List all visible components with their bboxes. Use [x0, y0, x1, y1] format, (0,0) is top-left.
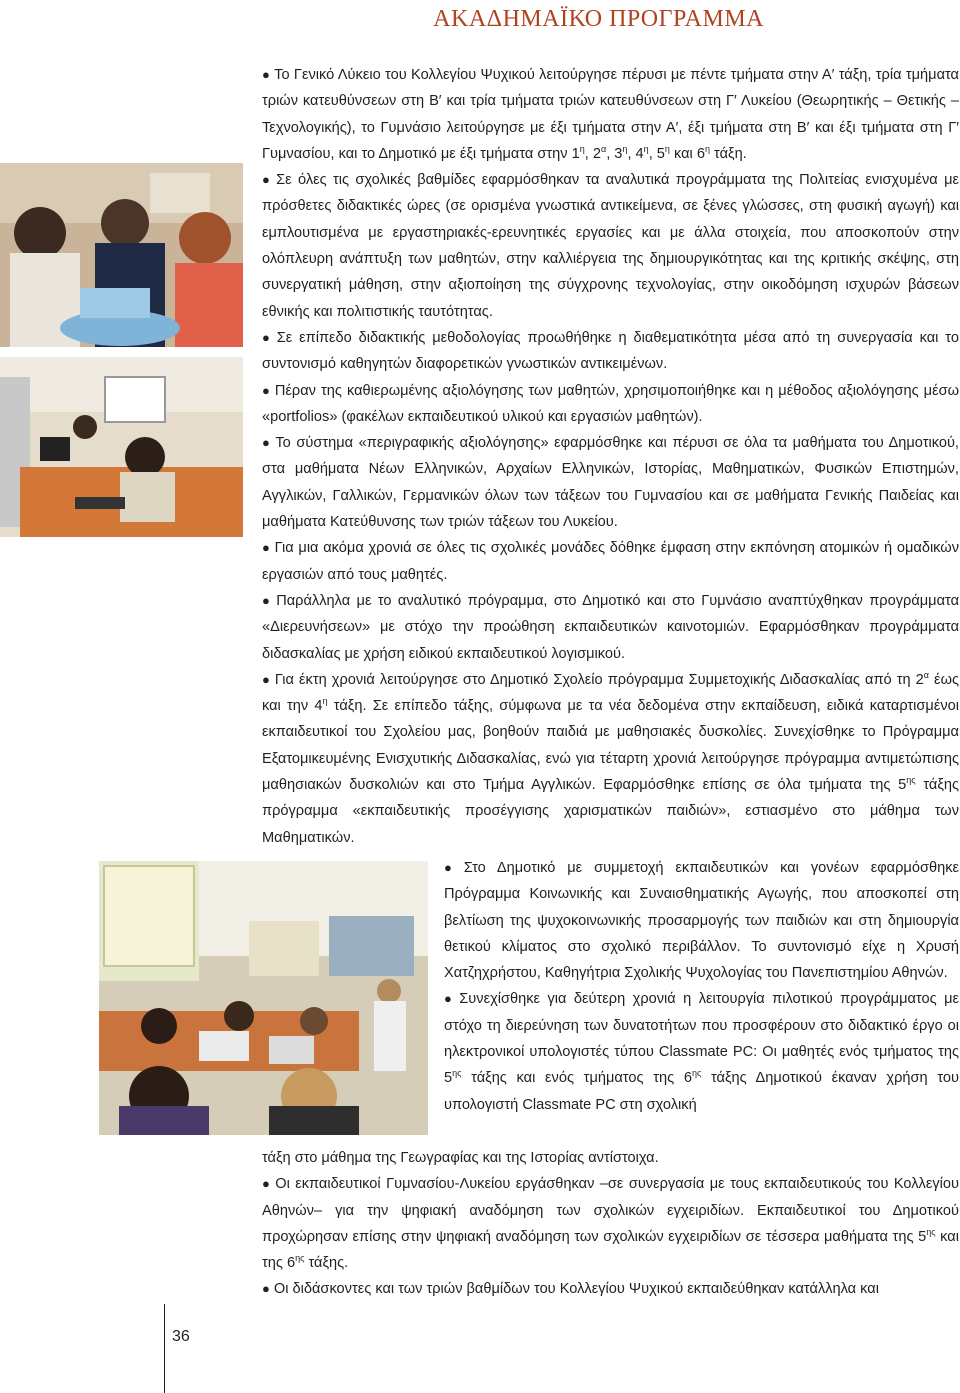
paragraph: ● Για μια ακόμα χρονιά σε όλες τις σχολικές μονάδες δόθηκε έμφαση στην εκπόνηση ατομικών ή ομαδικών εργασιών από τους μαθητές. [262, 540, 959, 583]
paragraph: ● Οι εκπαιδευτικοί Γυμνασίου-Λυκείου εργάσθηκαν –σε συνεργασία με τους εκπαιδευτικούς του Κολλεγίου Αθηνών– για την ψηφιακή αναδόμηση των σχολικών εγχειριδίων. Εκπαιδευτικοί του Δημοτικού προχώρησαν επίσης στην ψηφιακή αναδόμηση των σχολικών εγχειριδίων σε τέσσερα μαθήματα της $5^{\eta\varsigma}$ και της $6^{\eta\varsigma}$ τάξης. [262, 1176, 959, 1272]
bullet-icon: ● [262, 435, 272, 451]
classroom-laptops-photo [99, 861, 428, 1135]
paragraph: ● Το σύστημα «περιγραφικής αξιολόγησης» εφαρμόσθηκε και πέρυσι σε όλα τα μαθήματα του Δημοτικού, στα μαθήματα Νέων Ελληνικών, Αρχαίων Ελληνικών, Ιστορίας, Μαθηματικών, Φυσικών Επιστημών, Αγγλικών, Γαλλικών, Γερμανικών όλων των τάξεων του Γυμνασίου και σε μαθήματα Γενικής Παιδείας και μαθήματα Κατεύθυνσης των τριών τάξεων του Λυκείου. [262, 435, 959, 531]
paragraph: ● Για έκτη χρονιά λειτούργησε στο Δημοτικό Σχολείο πρόγραμμα Συμμετοχικής Διδασκαλίας από τη $2^\alpha$ έως και την $4^\eta$ τάξη. Σε επίπεδο τάξης, σύμφωνα με τα νέα δεδομένα στην εκπαίδευση, ειδικά καταρτισμένοι εκπαιδευτικοί του Σχολείου μας, βοηθούν παιδιά με μαθησιακές δυσκολίες. Συνεχίσθηκε το Πρόγραμμα Εξατομικευμένης Ενισχυτικής Διδασκαλίας, ενώ για τέταρτη χρονιά λειτούργησε πρόγραμμα αντιμετώπισης μαθησιακών δυσκολιών και στο Τμήμα Αγγλικών. Εφαρμόσθηκε επίσης σε όλα τμήματα της $5^{\eta\varsigma}$ τάξης πρόγραμμα «εκπαιδευτικής προσέγγισης χαρισματικών παιδιών», εστιασμένο στο μάθημα των Μαθηματικών. [262, 669, 960, 846]
bullet-icon: ● [262, 1176, 272, 1192]
paragraph: ● Συνεχίσθηκε για δεύτερη χρονιά η λειτουργία πιλοτικού προγράμματος με στόχο τη διερεύνηση των δυνατοτήτων που προσφέρουν στο διδακτικό έργο οι ηλεκτρονικοί υπολογιστές τύπου Classmate PC: Οι μαθητές ενός τμήματος της $5^{\eta\varsigma}$ τάξης και ενός τμήματος της $6^{\eta\varsigma}$ τάξης Δημοτικού έκαναν χρήση του υπολογιστή Classmate PC στη σχολική [444, 991, 960, 1113]
page-title: ΑΚΑΔΗΜΑΪΚΟ ΠΡΟΓΡΑΜΜΑ [433, 6, 764, 32]
paragraph: ● Σε όλες τις σχολικές βαθμίδες εφαρμόσθηκαν τα αναλυτικά προγράμματα της Πολιτείας ενισχυμένα με πρόσθετες διδακτικές ώρες (σε ορισμένα γνωστικά αντικείμενα, σε ξένες γλώσσες, στη φυσική αγωγή) και εμπλουτισμένα με εργαστηριακές-ερευνητικές εργασίες και με άλλα στοιχεία, που αποσκοπούν στην ολόπλευρη ανάπτυξη των μαθητών, στην καλλιέργεια της δημιουργικότητας και της κριτικής σκέψης, στη συνεργατική μάθηση, στην αξιοποίηση της σύγχρονης τεχνολογίας, στην οικοδόμηση ισχυρών βάσεων εθνικής και πολιτιστικής ταυτότητας. [262, 172, 959, 320]
page-number: 36 [172, 1328, 190, 1345]
narrow-text-column [444, 855, 959, 1118]
bullet-icon: ● [262, 329, 273, 345]
bullet-icon: ● [262, 67, 271, 82]
bullet-icon: ● [444, 860, 460, 875]
bullet-icon: ● [262, 671, 271, 687]
paragraph: ● Στο Δημοτικό με συμμετοχή εκπαιδευτικών και γονέων εφαρμόσθηκε Πρόγραμμα Κοινωνικής και Συναισθηματικής Αγωγής, που αποσκοπεί στη βελτίωση της ψυχοκοινωνικής προσαρμογής των παιδιών και στη δημιουργία θετικού κλίματος στο σχολικό περιβάλλον. Το συντονισμό είχε η Χρυσή Χατζηχρήστου, Καθηγήτρια Σχολικής Ψυχολογίας του Πανεπιστημίου Αθηνών. [444, 860, 959, 982]
paragraph: ● Σε επίπεδο διδακτικής μεθοδολογίας προωθήθηκε η διαθεματικότητα μέσα από τη συνεργασία και το συντονισμό καθηγητών διαφορετικών γνωστικών αντικειμένων. [262, 329, 959, 373]
paragraph: ● Το Γενικό Λύκειο του Κολλεγίου Ψυχικού λειτούργησε πέρυσι με πέντε τμήματα στην Α′ τάξη, τρία τμήματα τριών κατευθύνσεων στη Β′ και τρία τμήματα τριών κατευθύνσεων στη Γ′ Λυκείου (Θεωρητικής – Θετικής – Τεχνολογικής), το Γυμνάσιο λειτούργησε με έξι τμήματα στην Α′, έξι τμήματα στη Β′ και έξι τμήματα στη Γ′ Γυμνασίου, και το Δημοτικό με έξι τμήματα στην $1^\eta$, $2^\alpha$, $3^\eta$, $4^\eta$, $5^\eta$ και $6^\eta$ τάξη. [262, 67, 959, 162]
students-lab-photo [0, 163, 243, 347]
bullet-icon: ● [262, 382, 271, 398]
lower-text-column [262, 1145, 959, 1303]
bullet-icon: ● [444, 991, 456, 1007]
main-text-column [262, 62, 959, 851]
bullet-icon: ● [262, 172, 273, 188]
page-number-divider [164, 1304, 165, 1393]
paragraph: ● Οι διδάσκοντες και των τριών βαθμίδων του Κολλεγίου Ψυχικού εκπαιδεύθηκαν κατάλληλα και [262, 1281, 879, 1298]
bullet-icon: ● [262, 540, 271, 556]
paragraph-continuation: τάξη στο μάθημα της Γεωγραφίας και της Ιστορίας αντίστοιχα. [262, 1150, 659, 1166]
bullet-icon: ● [262, 1281, 270, 1297]
paragraph: ● Πέραν της καθιερωμένης αξιολόγησης των μαθητών, χρησιμοποιήθηκε και η μέθοδος αξιολόγησης μέσω «portfolios» (φακέλων εκπαιδευτικού υλικού και εργασιών μαθητών). [262, 382, 959, 425]
computer-lab-photo [0, 357, 243, 537]
paragraph: ● Παράλληλα με το αναλυτικό πρόγραμμα, στο Δημοτικό και στο Γυμνάσιο αναπτύχθηκαν προγράμματα «Διερευνήσεων» με στόχο την προώθηση εκπαιδευτικών καινοτομιών. Εφαρμόσθηκαν προγράμματα διδασκαλίας με χρήση ειδικού εκπαιδευτικού λογισμικού. [262, 592, 960, 662]
bullet-icon: ● [262, 592, 273, 608]
